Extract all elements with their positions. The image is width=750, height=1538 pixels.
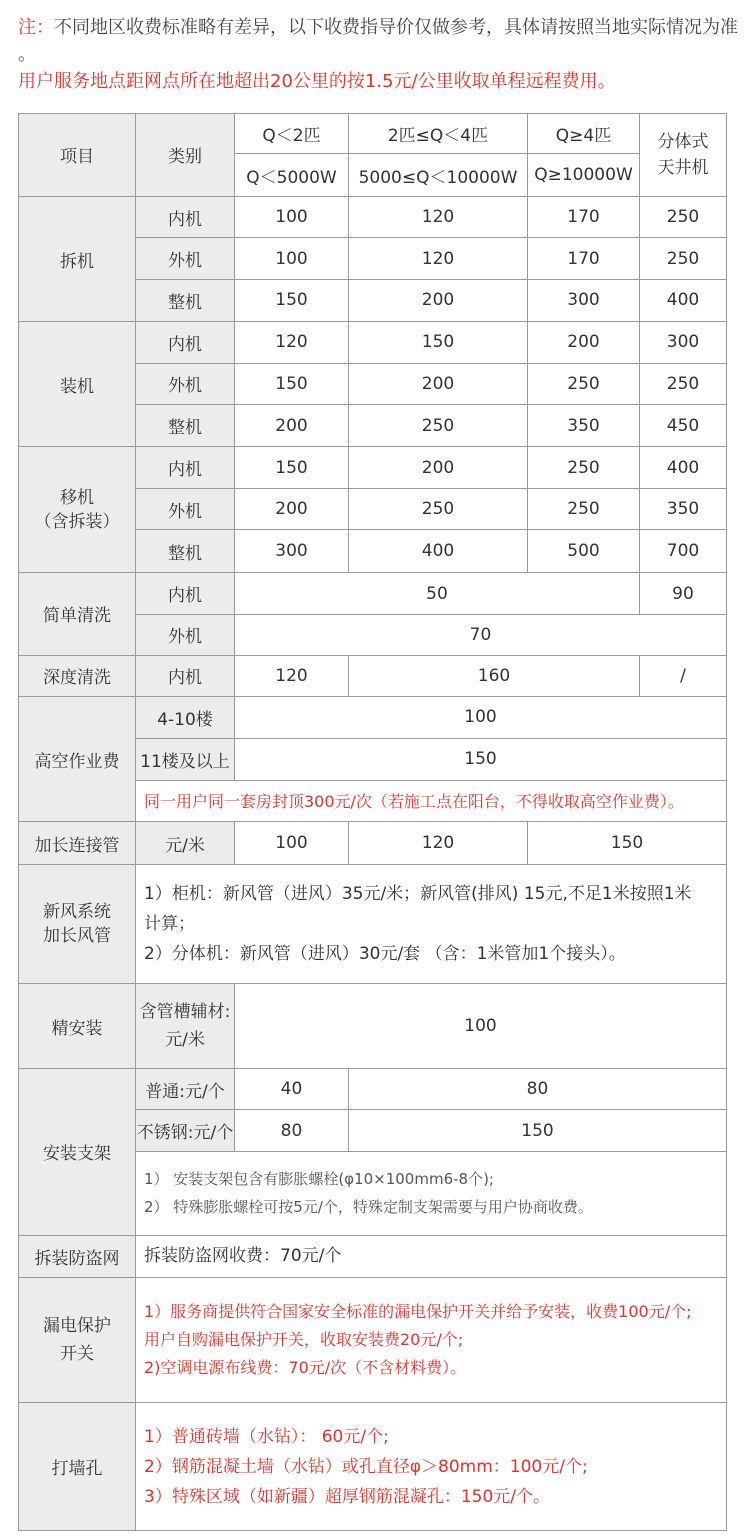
group-leak-switch-label: 漏电保护 (43, 1316, 111, 1337)
row-type: 外机 (136, 488, 235, 529)
cell: 400 (640, 279, 727, 321)
fine-install-type-1: 含管槽辅材: (139, 1002, 231, 1023)
cell: 80 (235, 1110, 349, 1151)
group-move-label: 移机 (60, 487, 94, 508)
cell: 100 (235, 697, 727, 738)
cell: 150 (235, 363, 349, 404)
cell: 170 (528, 238, 640, 279)
row-type: 元/米 (136, 822, 235, 864)
cell: 200 (349, 279, 528, 321)
anti-theft-text: 拆装防盗网收费：70元/个 (136, 1235, 727, 1277)
cell: 100 (235, 822, 349, 864)
cell: 300 (235, 530, 349, 572)
cell: 250 (528, 447, 640, 488)
cell: 150 (349, 322, 528, 363)
cell: 150 (349, 1110, 727, 1151)
cell: 200 (349, 363, 528, 404)
header-q2-bottom: 5000≤Q＜10000W (349, 154, 528, 196)
group-simple-clean: 简单清洗 (19, 572, 136, 655)
cell: 250 (640, 196, 727, 237)
cell: 90 (640, 572, 727, 614)
cell: 250 (349, 488, 528, 529)
cell: 300 (528, 279, 640, 321)
row-type: 整机 (136, 405, 235, 447)
cell: 100 (235, 984, 727, 1069)
cell: 250 (528, 488, 640, 529)
row-type: 内机 (136, 655, 235, 696)
cell: 700 (640, 530, 727, 572)
header-category: 类别 (136, 114, 235, 197)
row-type: 内机 (136, 196, 235, 237)
fine-install-type-2: 元/米 (165, 1030, 205, 1051)
price-table (18, 113, 727, 1531)
notes (18, 14, 738, 95)
leak-switch-line-1: 1）服务商提供符合国家安全标准的漏电保护开关并给予安装，收费100元/个; (144, 1302, 692, 1322)
fresh-air-text (136, 864, 727, 983)
header-q1-top: Q＜2匹 (235, 114, 349, 154)
cell: 120 (349, 238, 528, 279)
bracket-note-2: 2） 特殊膨胀螺栓可按5元/个，特殊定制支架需要与用户协商收费。 (144, 1198, 593, 1217)
group-extension-pipe: 加长连接管 (19, 822, 136, 864)
cell: / (640, 655, 727, 696)
cell: 350 (640, 488, 727, 529)
cell: 350 (528, 405, 640, 447)
cell: 200 (528, 322, 640, 363)
row-type: 外机 (136, 238, 235, 279)
cell: 250 (528, 363, 640, 404)
header-q2-top: 2匹≤Q＜4匹 (349, 114, 528, 154)
group-fine-install: 精安装 (19, 984, 136, 1069)
cell: 400 (640, 447, 727, 488)
leak-switch-line-3: 2)空调电源布线费：70元/次（不含材料费）。 (144, 1358, 467, 1378)
group-bracket: 安装支架 (19, 1068, 136, 1235)
cell: 450 (640, 405, 727, 447)
cell: 70 (235, 615, 727, 655)
cell: 150 (528, 822, 727, 864)
group-fresh-air-label-2: 加长风管 (43, 925, 111, 946)
cell: 400 (349, 530, 528, 572)
row-type: 整机 (136, 279, 235, 321)
wall-hole-line-2: 2）钢筋混凝土墙（水钻）或孔直径φ＞80mm：100元/个; (144, 1456, 588, 1477)
leak-switch-text (136, 1278, 727, 1403)
cell: 160 (349, 655, 640, 696)
wall-hole-text (136, 1403, 727, 1531)
group-leak-switch-label-2: 开关 (60, 1344, 94, 1365)
leak-switch-line-2: 用户自购漏电保护开关，收取安装费20元/个; (144, 1330, 464, 1350)
cell: 150 (235, 447, 349, 488)
row-type: 整机 (136, 530, 235, 572)
group-install: 装机 (19, 322, 136, 447)
header-item: 项目 (19, 114, 136, 197)
row-type: 外机 (136, 363, 235, 404)
wall-hole-line-3: 3）特殊区域（如新疆）超厚钢筋混凝孔：150元/个。 (144, 1486, 550, 1507)
group-fresh-air-label: 新风系统 (43, 901, 111, 922)
row-type: 外机 (136, 615, 235, 655)
fine-install-type (136, 984, 235, 1069)
cell: 120 (235, 655, 349, 696)
group-anti-theft: 拆装防盗网 (19, 1235, 136, 1277)
cell: 50 (235, 572, 640, 614)
cell: 150 (235, 279, 349, 321)
group-wall-hole: 打墙孔 (19, 1403, 136, 1531)
cell: 200 (235, 405, 349, 447)
header-q3-top: Q≥4匹 (528, 114, 640, 154)
cell: 150 (235, 738, 727, 780)
note-text: 不同地区收费标准略有差异，以下收费指导价仅做参考，具体请按照当地实际情况为准 。 (18, 17, 738, 65)
cell: 500 (528, 530, 640, 572)
cell: 120 (235, 322, 349, 363)
row-type: 内机 (136, 322, 235, 363)
cell: 200 (235, 488, 349, 529)
cell: 80 (349, 1068, 727, 1109)
cell: 250 (640, 363, 727, 404)
group-fresh-air (19, 864, 136, 983)
cell: 250 (349, 405, 528, 447)
header-q1-bottom: Q＜5000W (235, 154, 349, 196)
row-type: 内机 (136, 447, 235, 488)
row-type: 不锈钢:元/个 (136, 1110, 235, 1151)
fresh-air-line-3: 2）分体机：新风管（进风）30元/套 （含：1米管加1个接头）。 (144, 943, 626, 964)
cell: 170 (528, 196, 640, 237)
bracket-notes (136, 1151, 727, 1235)
fresh-air-line-2: 计算； (144, 913, 195, 934)
cell: 120 (349, 822, 528, 864)
header-q4: 分体式天井机 (640, 114, 727, 197)
group-leak-switch (19, 1278, 136, 1403)
fresh-air-line-1: 1）柜机：新风管（进风）35元/米；新风管(排风) 15元,不足1米按照1米 (144, 883, 692, 904)
cell: 300 (640, 322, 727, 363)
high-work-note: 同一用户同一套房封顶300元/次（若施工点在阳台，不得收取高空作业费）。 (136, 780, 727, 821)
row-type: 内机 (136, 572, 235, 614)
row-type: 普通:元/个 (136, 1068, 235, 1109)
note-prefix: 注： (18, 17, 54, 38)
cell: 200 (349, 447, 528, 488)
header-q3-bottom: Q≥10000W (528, 154, 640, 196)
note-line-2: 用户服务地点距网点所在地超出20公里的按1.5元/公里收取单程远程费用。 (18, 71, 616, 92)
row-type: 4-10楼 (136, 697, 235, 738)
cell: 40 (235, 1068, 349, 1109)
group-move-label-2: （含拆装） (34, 511, 120, 532)
note-line-1 (18, 14, 738, 68)
group-move (19, 447, 136, 572)
group-deep-clean: 深度清洗 (19, 655, 136, 696)
cell: 120 (349, 196, 528, 237)
cell: 100 (235, 196, 349, 237)
bracket-note-1: 1） 安装支架包含有膨胀螺栓(φ10×100mm6-8个); (144, 1170, 494, 1189)
group-high-work: 高空作业费 (19, 697, 136, 822)
group-dismantle: 拆机 (19, 196, 136, 321)
row-type: 11楼及以上 (136, 738, 235, 780)
cell: 250 (640, 238, 727, 279)
wall-hole-line-1: 1）普通砖墙（水钻）： 60元/个; (144, 1426, 389, 1447)
cell: 100 (235, 238, 349, 279)
